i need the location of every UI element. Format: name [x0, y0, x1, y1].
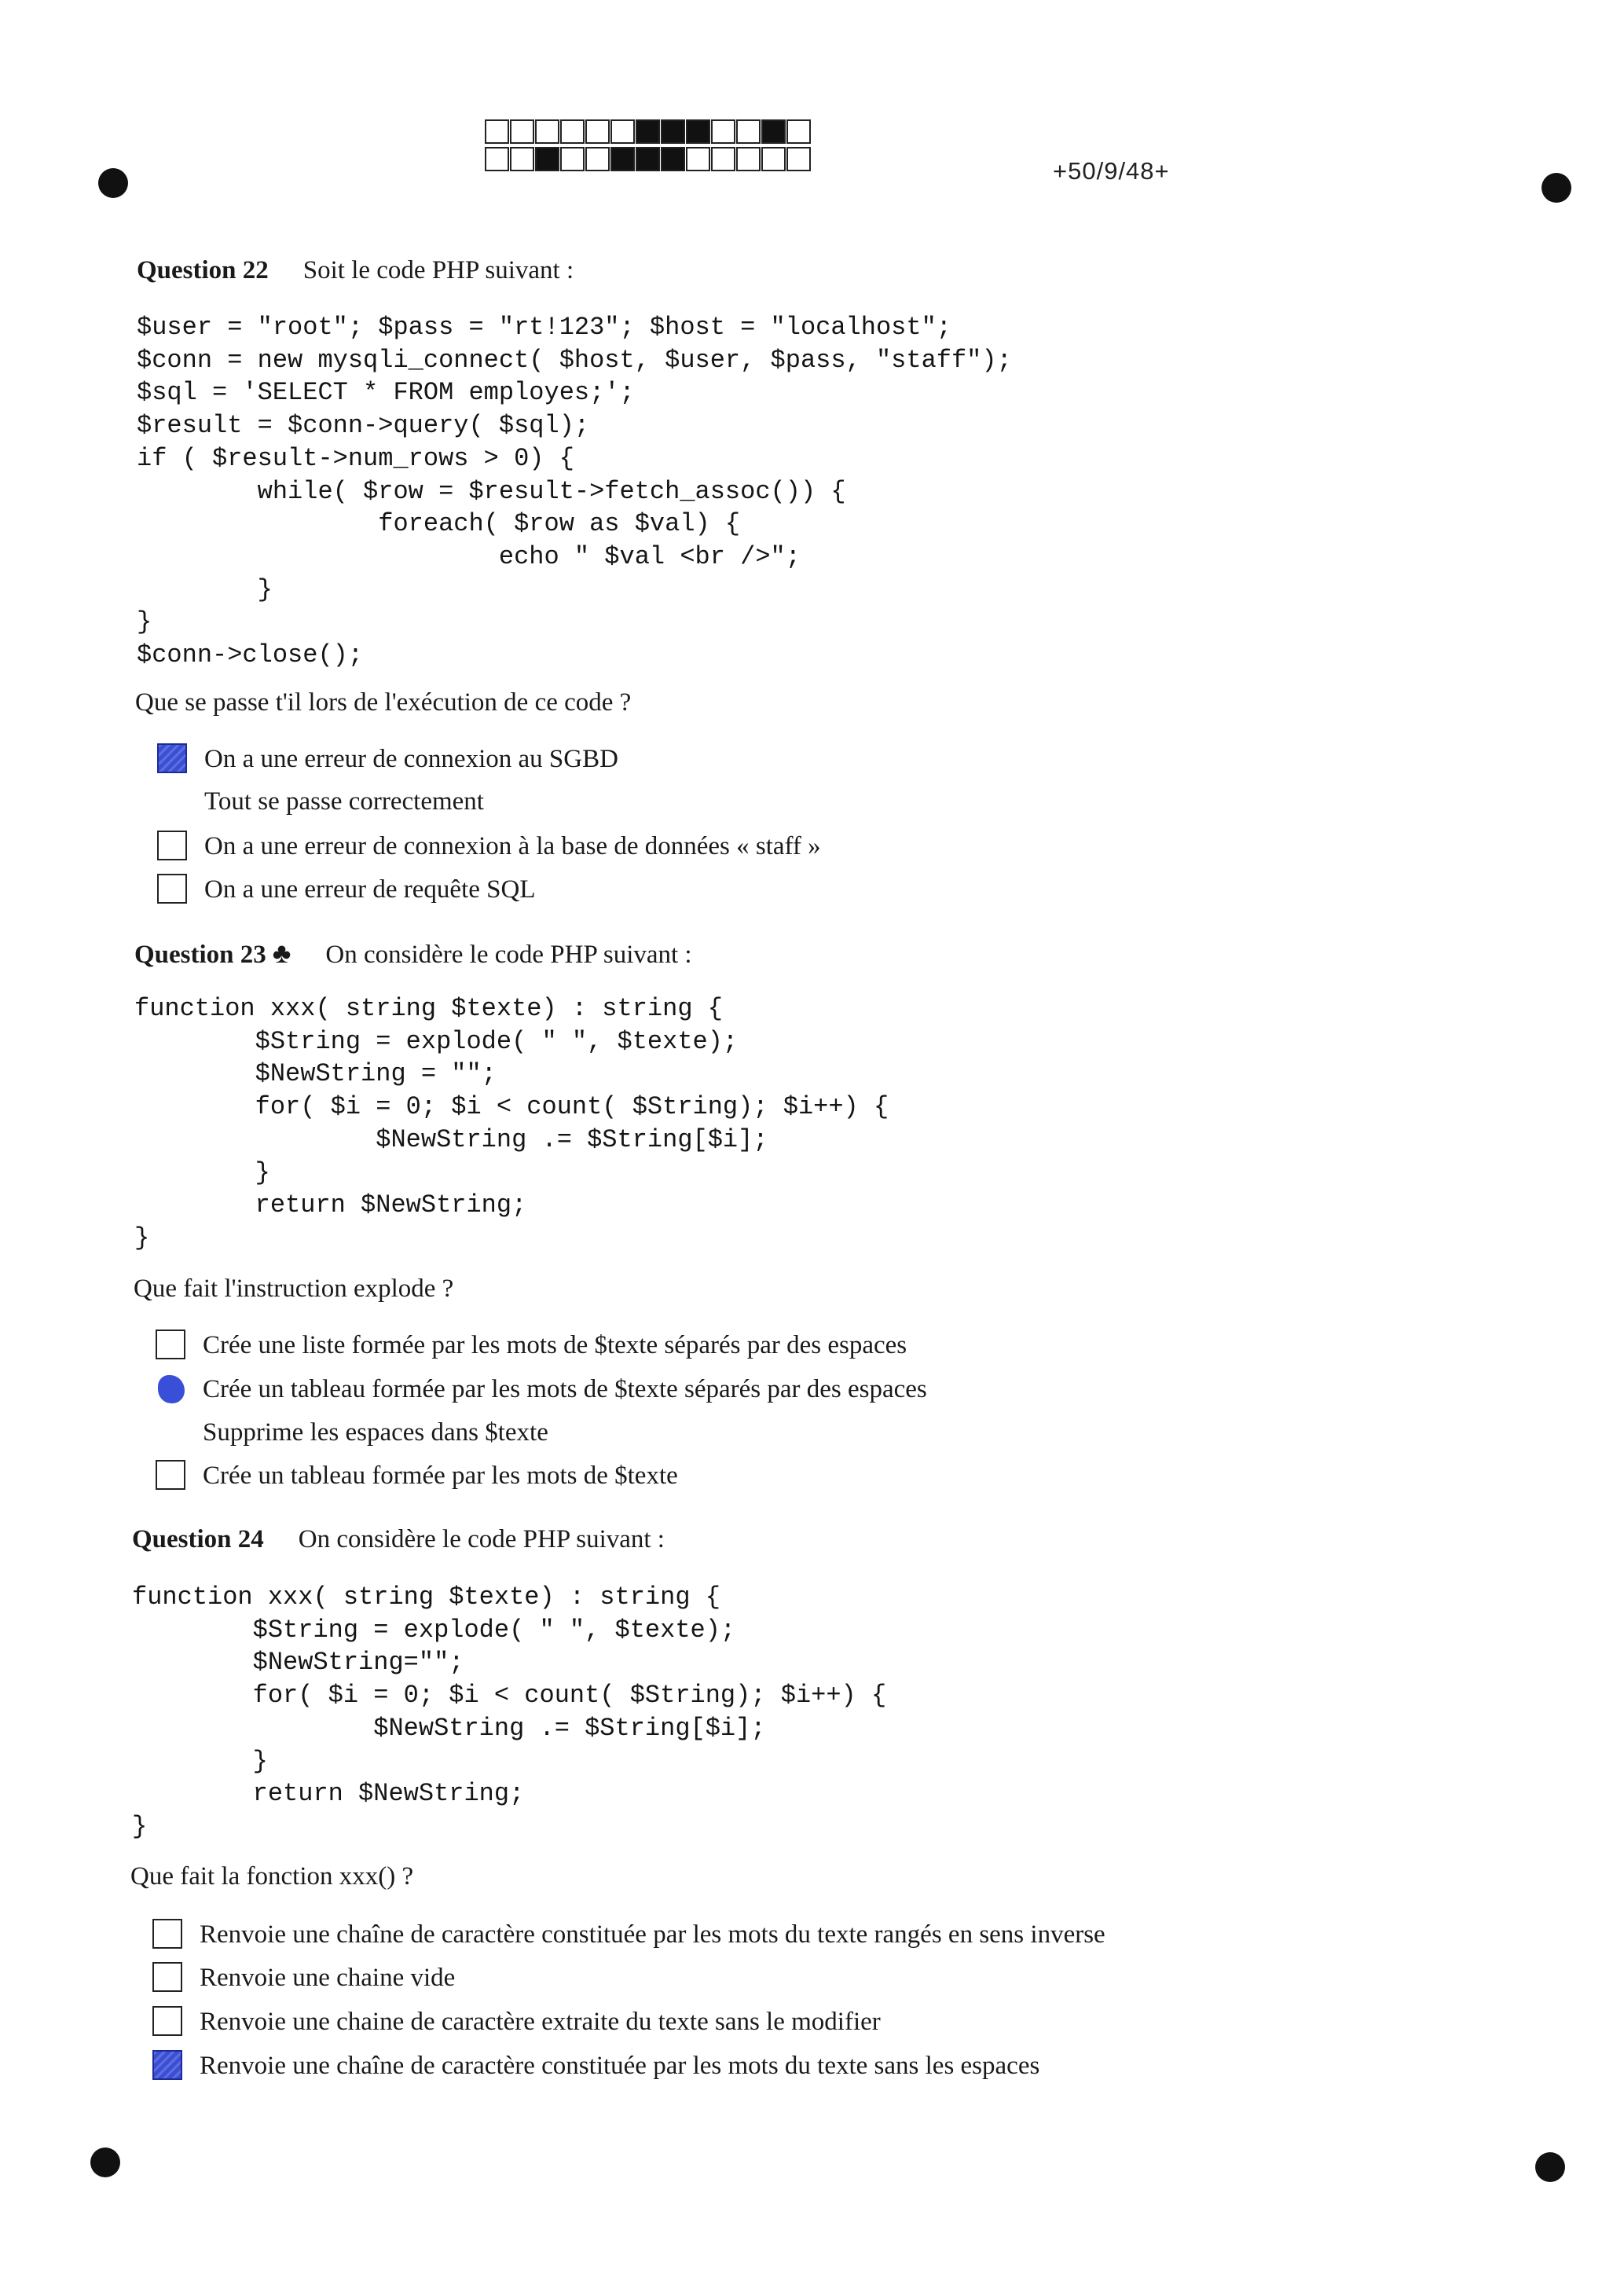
answer-checkbox[interactable] [152, 1962, 182, 1992]
answer-label: Renvoie une chaine vide [200, 1963, 456, 1992]
answer-label: Crée une liste formée par les mots de $texte séparés par des espaces [203, 1330, 907, 1359]
registration-mark-bottom-left [90, 2147, 120, 2177]
question-number: Question 24 [132, 1525, 264, 1553]
answer-checkbox[interactable] [157, 743, 187, 773]
answer-label: Renvoie une chaine de caractère extraite du texte sans le modifier [200, 2007, 881, 2036]
answer-option[interactable] [200, 2048, 1039, 2083]
code-block: function xxx( string $texte) : string { $String = explode( " ", $texte); $NewString = ""; for( $i = 0; $i < count( $String); $i++) { $NewString .= $String[$i]; } return $NewString; } [134, 994, 889, 1253]
question-24-header [132, 1525, 665, 1554]
answer-checkbox[interactable] [157, 874, 187, 904]
answer-checkbox[interactable] [152, 2006, 182, 2036]
answer-checkbox[interactable] [152, 2050, 182, 2080]
answer-label: Renvoie une chaîne de caractère constituée par les mots du texte sans les espaces [200, 2051, 1040, 2080]
question-prompt: Que fait la fonction xxx() ? [130, 1862, 414, 1891]
answer-label: Tout se passe correctement [204, 787, 484, 816]
answer-label: On a une erreur de connexion au SGBD [204, 744, 618, 773]
question-prompt: Que se passe t'il lors de l'exécution de ce code ? [135, 688, 632, 717]
answer-option[interactable] [203, 1328, 907, 1363]
page-id: +50/9/48+ [1053, 157, 1170, 185]
answer-option[interactable] [203, 1458, 678, 1493]
question-text: On considère le code PHP suivant : [325, 941, 692, 969]
answer-checkbox[interactable] [156, 1460, 185, 1490]
code-block: function xxx( string $texte) : string { $String = explode( " ", $texte); $NewString=""; for( $i = 0; $i < count( $String); $i++) { $NewString .= $String[$i]; } return $NewString; } [132, 1583, 887, 1841]
registration-mark-bottom-right [1535, 2152, 1565, 2182]
answer-option[interactable] [200, 1960, 455, 1995]
registration-mark-top-right [1542, 173, 1571, 203]
question-prompt: Que fait l'instruction explode ? [134, 1275, 454, 1303]
answer-checkbox[interactable] [157, 831, 187, 860]
question-text: Soit le code PHP suivant : [302, 256, 574, 284]
answer-label: Crée un tableau formée par les mots de $texte [203, 1461, 678, 1490]
answer-checkbox[interactable] [156, 1330, 185, 1359]
answer-option[interactable] [203, 1372, 927, 1407]
answer-label: On a une erreur de connexion à la base de données « staff » [204, 831, 821, 860]
club-icon: ♣ [272, 937, 291, 969]
answer-label: Supprime les espaces dans $texte [203, 1418, 548, 1447]
answer-option[interactable] [203, 1415, 548, 1450]
answer-option[interactable] [200, 1917, 1105, 1952]
answer-label: On a une erreur de requête SQL [204, 875, 536, 904]
question-22-header [137, 256, 574, 285]
answer-label: Crée un tableau formée par les mots de $texte séparés par des espaces [203, 1374, 927, 1403]
question-number: Question 22 [137, 256, 269, 284]
code-block: $user = "root"; $pass = "rt!123"; $host = "localhost"; $conn = new mysqli_connect( $host, $user, $pass, "staff"); $sql = 'SELECT * FROM employes;'; $result = $conn->query( $sql); if ( $result->num_rows > 0) { while( $row = $result->fetch_assoc()) { foreach( $row as $val) { echo " $val <br />"; } } $conn->close(); [137, 313, 1012, 670]
answer-option[interactable] [200, 2004, 881, 2039]
answer-option[interactable] [204, 872, 535, 907]
answer-option[interactable] [204, 742, 618, 776]
question-text: On considère le code PHP suivant : [298, 1525, 665, 1553]
answer-option[interactable] [204, 784, 484, 819]
answer-checkbox[interactable] [158, 1375, 185, 1403]
answer-label: Renvoie une chaîne de caractère constituée par les mots du texte rangés en sens inverse [200, 1920, 1105, 1949]
answer-checkbox[interactable] [152, 1919, 182, 1949]
question-number: Question 23 [134, 941, 266, 969]
student-id-boxes [485, 119, 812, 171]
question-23-header [134, 937, 692, 970]
answer-option[interactable] [204, 829, 821, 864]
registration-mark-top-left [98, 168, 128, 198]
